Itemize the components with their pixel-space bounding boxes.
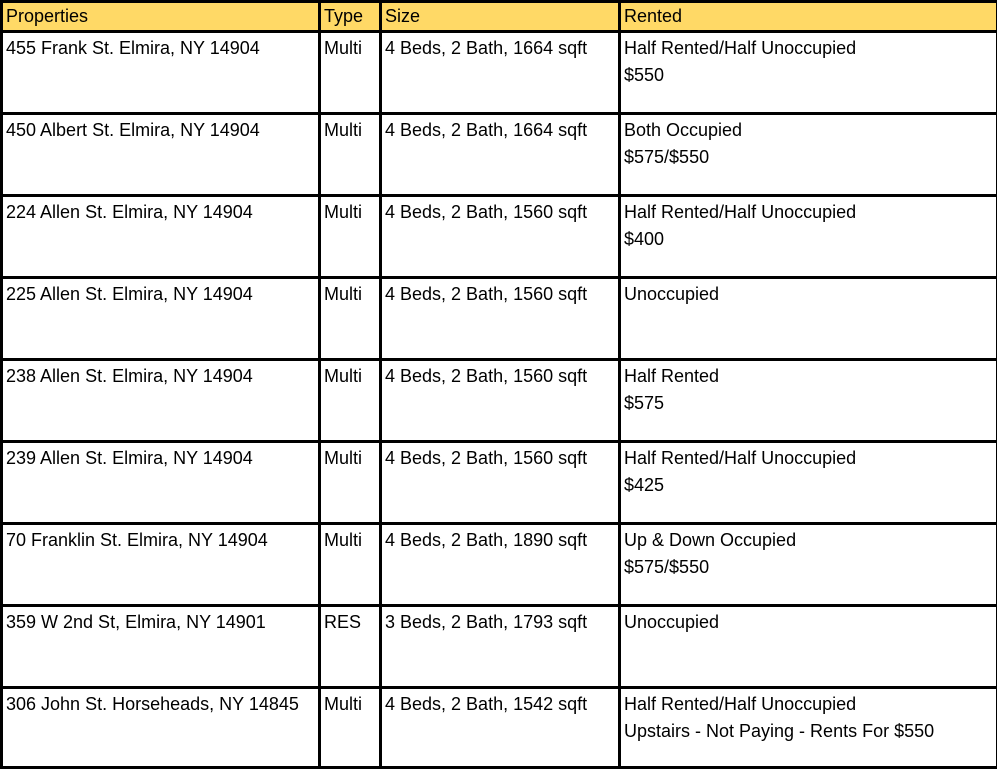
rented-amount: $575/$550	[624, 554, 993, 581]
size-text: 4 Beds, 2 Bath, 1560 sqft	[385, 281, 615, 308]
type-cell	[320, 32, 381, 114]
size-cell	[381, 442, 620, 524]
rented-cell	[620, 524, 997, 606]
size-text: 4 Beds, 2 Bath, 1542 sqft	[385, 691, 615, 718]
rented-amount: $550	[624, 62, 993, 89]
size-cell	[381, 32, 620, 114]
rented-status: Half Rented/Half Unoccupied	[624, 445, 993, 472]
type-cell	[320, 196, 381, 278]
size-cell	[381, 360, 620, 442]
header-rented: Rented	[620, 2, 997, 32]
table-row	[2, 196, 997, 278]
table-row	[2, 606, 997, 688]
type-cell	[320, 360, 381, 442]
header-properties: Properties	[2, 2, 320, 32]
rented-cell	[620, 442, 997, 524]
size-text: 4 Beds, 2 Bath, 1664 sqft	[385, 117, 615, 144]
rented-amount: $575/$550	[624, 144, 993, 171]
rented-status: Half Rented/Half Unoccupied	[624, 691, 993, 718]
size-cell	[381, 524, 620, 606]
address-text: 225 Allen St. Elmira, NY 14904	[6, 281, 315, 308]
rented-cell	[620, 606, 997, 688]
type-text: RES	[324, 609, 376, 636]
table-row	[2, 360, 997, 442]
rented-status: Unoccupied	[624, 609, 993, 636]
type-cell	[320, 114, 381, 196]
type-cell	[320, 524, 381, 606]
type-text: Multi	[324, 445, 376, 472]
table-row	[2, 442, 997, 524]
address-cell	[2, 524, 320, 606]
header-type: Type	[320, 2, 381, 32]
type-cell	[320, 606, 381, 688]
rented-status: Both Occupied	[624, 117, 993, 144]
type-text: Multi	[324, 363, 376, 390]
table-row	[2, 32, 997, 114]
size-cell	[381, 688, 620, 768]
address-cell	[2, 278, 320, 360]
rented-amount: $425	[624, 472, 993, 499]
address-cell	[2, 360, 320, 442]
address-cell	[2, 114, 320, 196]
rented-cell	[620, 32, 997, 114]
address-text: 306 John St. Horseheads, NY 14845	[6, 691, 315, 718]
table-row	[2, 114, 997, 196]
rented-status: Half Rented/Half Unoccupied	[624, 35, 993, 62]
rented-status: Half Rented	[624, 363, 993, 390]
rented-amount: $400	[624, 226, 993, 253]
rented-status: Unoccupied	[624, 281, 993, 308]
address-text: 359 W 2nd St, Elmira, NY 14901	[6, 609, 315, 636]
address-cell	[2, 196, 320, 278]
table-row	[2, 688, 997, 768]
type-cell	[320, 688, 381, 768]
address-text: 238 Allen St. Elmira, NY 14904	[6, 363, 315, 390]
rented-cell	[620, 688, 997, 768]
address-text: 455 Frank St. Elmira, NY 14904	[6, 35, 315, 62]
type-text: Multi	[324, 527, 376, 554]
rented-status: Up & Down Occupied	[624, 527, 993, 554]
size-cell	[381, 114, 620, 196]
rented-amount: Upstairs - Not Paying - Rents For $550	[624, 718, 993, 745]
size-text: 4 Beds, 2 Bath, 1664 sqft	[385, 35, 615, 62]
address-text: 450 Albert St. Elmira, NY 14904	[6, 117, 315, 144]
type-cell	[320, 442, 381, 524]
size-text: 4 Beds, 2 Bath, 1560 sqft	[385, 363, 615, 390]
rented-amount: $575	[624, 390, 993, 417]
type-text: Multi	[324, 199, 376, 226]
type-text: Multi	[324, 117, 376, 144]
type-text: Multi	[324, 35, 376, 62]
header-size: Size	[381, 2, 620, 32]
size-text: 3 Beds, 2 Bath, 1793 sqft	[385, 609, 615, 636]
rented-cell	[620, 114, 997, 196]
address-cell	[2, 442, 320, 524]
rented-cell	[620, 360, 997, 442]
rented-status: Half Rented/Half Unoccupied	[624, 199, 993, 226]
address-cell	[2, 32, 320, 114]
type-cell	[320, 278, 381, 360]
size-cell	[381, 606, 620, 688]
rented-cell	[620, 278, 997, 360]
size-text: 4 Beds, 2 Bath, 1890 sqft	[385, 527, 615, 554]
rented-cell	[620, 196, 997, 278]
size-text: 4 Beds, 2 Bath, 1560 sqft	[385, 445, 615, 472]
address-text: 70 Franklin St. Elmira, NY 14904	[6, 527, 315, 554]
table-row	[2, 524, 997, 606]
table-row	[2, 278, 997, 360]
address-cell	[2, 688, 320, 768]
header-row	[2, 2, 997, 32]
address-text: 224 Allen St. Elmira, NY 14904	[6, 199, 315, 226]
size-cell	[381, 278, 620, 360]
address-text: 239 Allen St. Elmira, NY 14904	[6, 445, 315, 472]
type-text: Multi	[324, 281, 376, 308]
size-text: 4 Beds, 2 Bath, 1560 sqft	[385, 199, 615, 226]
type-text: Multi	[324, 691, 376, 718]
size-cell	[381, 196, 620, 278]
address-cell	[2, 606, 320, 688]
